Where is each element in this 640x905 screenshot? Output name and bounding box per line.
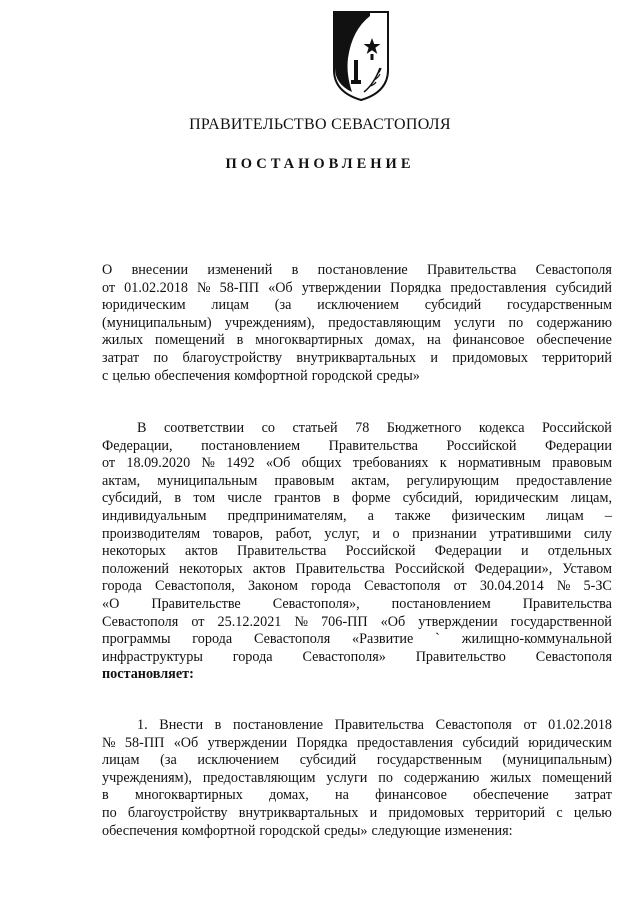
government-title: ПРАВИТЕЛЬСТВО СЕВАСТОПОЛЯ xyxy=(189,116,451,133)
coat-of-arms-icon xyxy=(330,8,392,103)
text-line: О внесении изменений в постановление Правительства Севастополя xyxy=(102,262,612,278)
text-line: положений некоторых актов Правительства Российской Федерации», Уставом xyxy=(102,560,612,577)
text-line: 1. Внести в постановление Правительства Севастополя от 01.02.2018 xyxy=(137,717,612,733)
text-line: некоторых актов Правительства Российской Федерации и отдельных xyxy=(102,543,612,560)
text-line: от 01.02.2018 № 58-ПП «Об утверждении Порядка предоставления субсидий xyxy=(102,279,612,296)
text-line: Севастополя от 25.12.2021 № 706-ПП «Об утверждении государственной xyxy=(102,613,612,630)
text-line: индивидуальным предпринимателям, а также физическим лицам – xyxy=(102,507,612,524)
text-line: актам, муниципальным правовым актам, регулирующим предоставление xyxy=(102,472,612,489)
text-line: «О Правительстве Севастополя», постановлением Правительства xyxy=(102,595,612,612)
text-line: обеспечения комфортной городской среды» следующие изменения: xyxy=(102,822,513,839)
text-line: (муниципальным) учреждениям), предоставляющим услуги по содержанию xyxy=(102,314,612,331)
text-line: производителям товаров, работ, услуг, и о признании утратившими силу xyxy=(102,525,612,542)
text-line: в многоквартирных домах, на финансовое обеспечение затрат xyxy=(102,787,612,804)
text-line: города Севастополя, Законом города Севастополя от 30.04.2014 № 5-ЗС xyxy=(102,578,612,595)
text-line: лицам (за исключением субсидий государственным (муниципальным) xyxy=(102,752,612,769)
text-line: от 18.09.2020 № 1492 «Об общих требованиях к нормативным правовым xyxy=(102,455,612,472)
text-line: учреждениям), предоставляющим услуги по содержанию жилых помещений xyxy=(102,769,612,786)
text-line: программы города Севастополя «Развитие ` жилищно-коммунальной xyxy=(102,631,612,648)
text-line: затрат по благоустройству внутриквартальных и придомовых территорий xyxy=(102,349,612,366)
text-line: жилых помещений в многоквартирных домах, на финансовое обеспечение xyxy=(102,332,612,349)
text-line: с целью обеспечения комфортной городской среды» xyxy=(102,367,420,384)
text-line: инфраструктуры города Севастополя» Правительство Севастополя xyxy=(102,648,612,665)
text-line: Федерации, постановлением Правительства Российской Федерации xyxy=(102,437,612,454)
text-line: субсидий, в том числе грантов в форме субсидий, юридическим лицам, xyxy=(102,490,612,507)
text-line: юридическим лицам (за исключением субсидий государственным xyxy=(102,297,612,314)
text-line: В соответствии со статьей 78 Бюджетного кодекса Российской xyxy=(137,420,612,436)
text-line: по благоустройству внутриквартальных и придомовых территорий с целью xyxy=(102,804,612,821)
preamble-paragraph xyxy=(102,420,612,684)
preamble-end: постановляет: xyxy=(102,666,194,683)
resolution-title xyxy=(102,262,612,385)
text-line: № 58-ПП «Об утверждении Порядка предоставления субсидий юридическим xyxy=(102,734,612,751)
document-type: ПОСТАНОВЛЕНИЕ xyxy=(225,156,415,172)
item-1-paragraph xyxy=(102,717,612,840)
